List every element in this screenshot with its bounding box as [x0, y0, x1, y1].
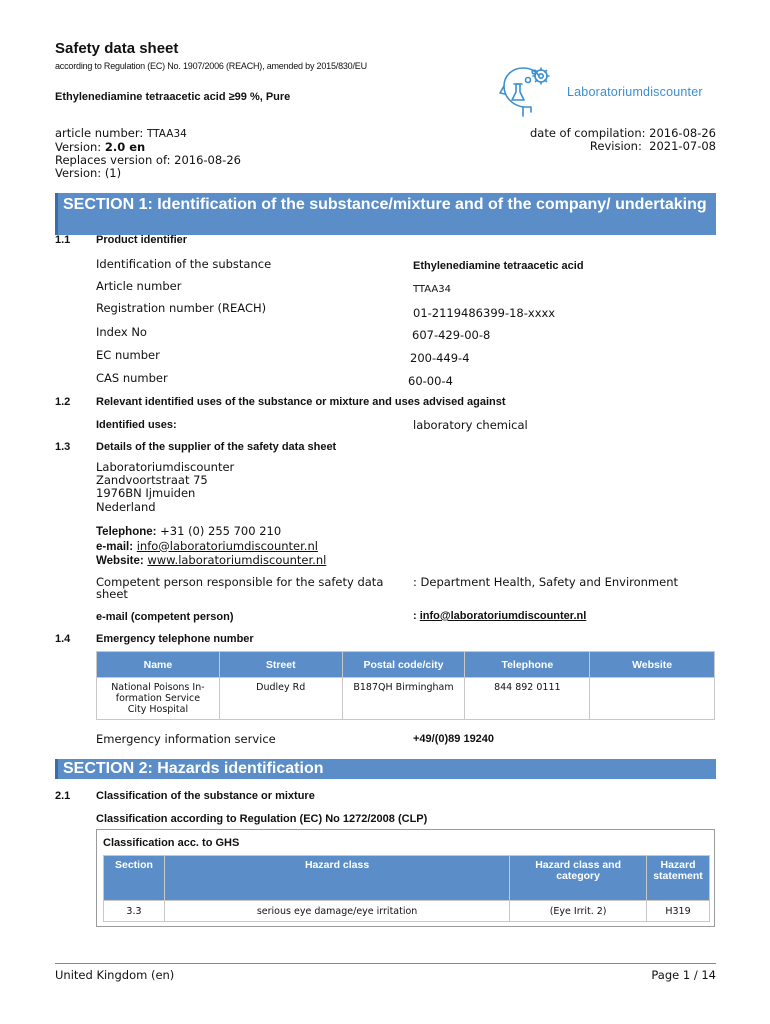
table-cell-hazard-class: serious eye damage/eye irritation: [164, 901, 509, 922]
competent-email-prefix: :: [413, 610, 417, 622]
column-header-name: Name: [97, 652, 220, 678]
ghs-classification-table: [103, 855, 710, 922]
address-line: Nederland: [96, 499, 156, 514]
index-no-label: Index No: [96, 325, 147, 339]
emergency-service-value: +49/(0)89 19240: [413, 733, 495, 745]
table-cell-name: National Poisons In-formation Service City Hospital: [97, 678, 220, 720]
identified-uses-label: Identified uses:: [96, 419, 177, 431]
section-number-1-2: 1.2: [55, 396, 71, 408]
replaces-version: Version: (1): [55, 166, 122, 180]
document-meta-left: [55, 127, 241, 180]
column-header-section: Section: [104, 856, 165, 901]
clp-classification-heading: Classification according to Regulation (EC) No 1272/2008 (CLP): [96, 813, 428, 825]
website-label: Website:: [96, 555, 144, 567]
footer-locale: United Kingdom (en): [55, 968, 175, 982]
emergency-contacts-table: [96, 651, 715, 720]
supplier-address: [96, 461, 234, 514]
compilation-value: 2016-08-26: [649, 126, 716, 140]
address-line: 1976BN Ijmuiden: [96, 486, 196, 501]
column-header-hazard-category: Hazard class and category: [510, 856, 647, 901]
competent-email-link[interactable]: info@laboratoriumdiscounter.nl: [419, 610, 587, 622]
column-header-telephone: Telephone: [465, 652, 590, 678]
article-number-value: TTAA34: [146, 128, 187, 140]
compilation-label: date of compilation:: [529, 126, 646, 140]
replaces-value: 2016-08-26: [174, 153, 241, 167]
cas-number-label: CAS number: [96, 371, 168, 385]
column-header-hazard-class: Hazard class: [164, 856, 509, 901]
supplier-details-heading: Details of the supplier of the safety data sheet: [96, 441, 337, 453]
competent-email: [413, 610, 586, 622]
supplier-contact: [96, 525, 326, 569]
section2-header: SECTION 2: Hazards identification: [55, 759, 716, 779]
column-header-website: Website: [590, 652, 715, 678]
footer-divider: [55, 963, 716, 964]
table-cell-telephone: 844 892 0111: [465, 678, 590, 720]
document-title: Safety data sheet: [55, 40, 179, 57]
ec-number-value: 200-449-4: [410, 351, 470, 365]
competent-person-value: : Department Health, Safety and Environment: [413, 575, 679, 589]
email-link[interactable]: info@laboratoriumdiscounter.nl: [136, 538, 318, 553]
table-cell-website: [590, 678, 715, 720]
telephone-label: Telephone:: [96, 526, 157, 538]
product-identifier-heading: Product identifier: [96, 234, 188, 246]
section-number-1-1: 1.1: [55, 234, 71, 246]
article-number-row-value: TTAA34: [413, 284, 451, 295]
identification-value: Ethylenediamine tetraacetic acid: [413, 260, 584, 272]
section1-header: SECTION 1: Identification of the substance/mixture and of the company/ undertaking: [55, 193, 716, 235]
identified-uses-heading: Relevant identified uses of the substance or mixture and uses advised against: [96, 396, 506, 408]
revision-label: Revision:: [589, 139, 642, 153]
table-row: [104, 901, 710, 922]
table-row: [97, 678, 715, 720]
table-cell-street: Dudley Rd: [219, 678, 342, 720]
competent-email-label: e-mail (competent person): [96, 611, 234, 623]
index-no-value: 607-429-00-8: [412, 328, 491, 342]
company-logo-text: Laboratoriumdiscounter: [567, 85, 703, 99]
table-cell-hazard-statement: H319: [647, 901, 710, 922]
ghs-classification-title: Classification acc. to GHS: [103, 837, 240, 849]
table-header-row: [104, 856, 710, 901]
website-link[interactable]: www.laboratoriumdiscounter.nl: [147, 553, 327, 567]
ghs-classification-box: [96, 829, 715, 927]
product-name: Ethylenediamine tetraacetic acid ≥99 %, Pure: [55, 91, 291, 103]
article-number-row-label: Article number: [96, 279, 182, 293]
ec-number-label: EC number: [96, 348, 160, 362]
telephone-value: +31 (0) 255 700 210: [160, 524, 282, 538]
section-number-2-1: 2.1: [55, 790, 71, 802]
email-label: e-mail:: [96, 540, 134, 553]
table-cell-postal: B187QH Birmingham: [342, 678, 465, 720]
table-cell-hazard-category: (Eye Irrit. 2): [510, 901, 647, 922]
emergency-service-label: Emergency information service: [96, 732, 276, 746]
registration-value: 01-2119486399-18-xxxx: [413, 306, 556, 320]
identified-uses-value: laboratory chemical: [413, 418, 528, 432]
version-value: 2.0 en: [104, 140, 146, 154]
version-label: Version:: [55, 140, 102, 154]
document-meta-right: [530, 127, 716, 153]
replaces-label: Replaces version of:: [55, 153, 171, 167]
emergency-number-heading: Emergency telephone number: [96, 633, 254, 645]
table-cell-section: 3.3: [104, 901, 165, 922]
regulation-subtitle: according to Regulation (EC) No. 1907/2006 (REACH), amended by 2015/830/EU: [55, 61, 367, 71]
address-line: Zandvoortstraat 75: [96, 473, 208, 488]
registration-label: Registration number (REACH): [96, 301, 267, 315]
cas-number-value: 60-00-4: [408, 374, 453, 388]
footer-page-number: Page 1 / 14: [651, 968, 716, 982]
address-line: Laboratoriumdiscounter: [96, 460, 235, 474]
section-number-1-4: 1.4: [55, 633, 71, 645]
identification-label: Identification of the substance: [96, 257, 272, 271]
table-header-row: [97, 652, 715, 678]
column-header-postal: Postal code/city: [342, 652, 465, 678]
classification-heading: Classification of the substance or mixture: [96, 790, 315, 802]
column-header-street: Street: [219, 652, 342, 678]
column-header-hazard-statement: Hazard statement: [647, 856, 710, 901]
competent-person-label: Competent person responsible for the safety data sheet: [96, 575, 384, 601]
revision-value: 2021-07-08: [649, 139, 716, 153]
article-number-label: article number:: [55, 126, 144, 140]
section-number-1-3: 1.3: [55, 441, 71, 453]
